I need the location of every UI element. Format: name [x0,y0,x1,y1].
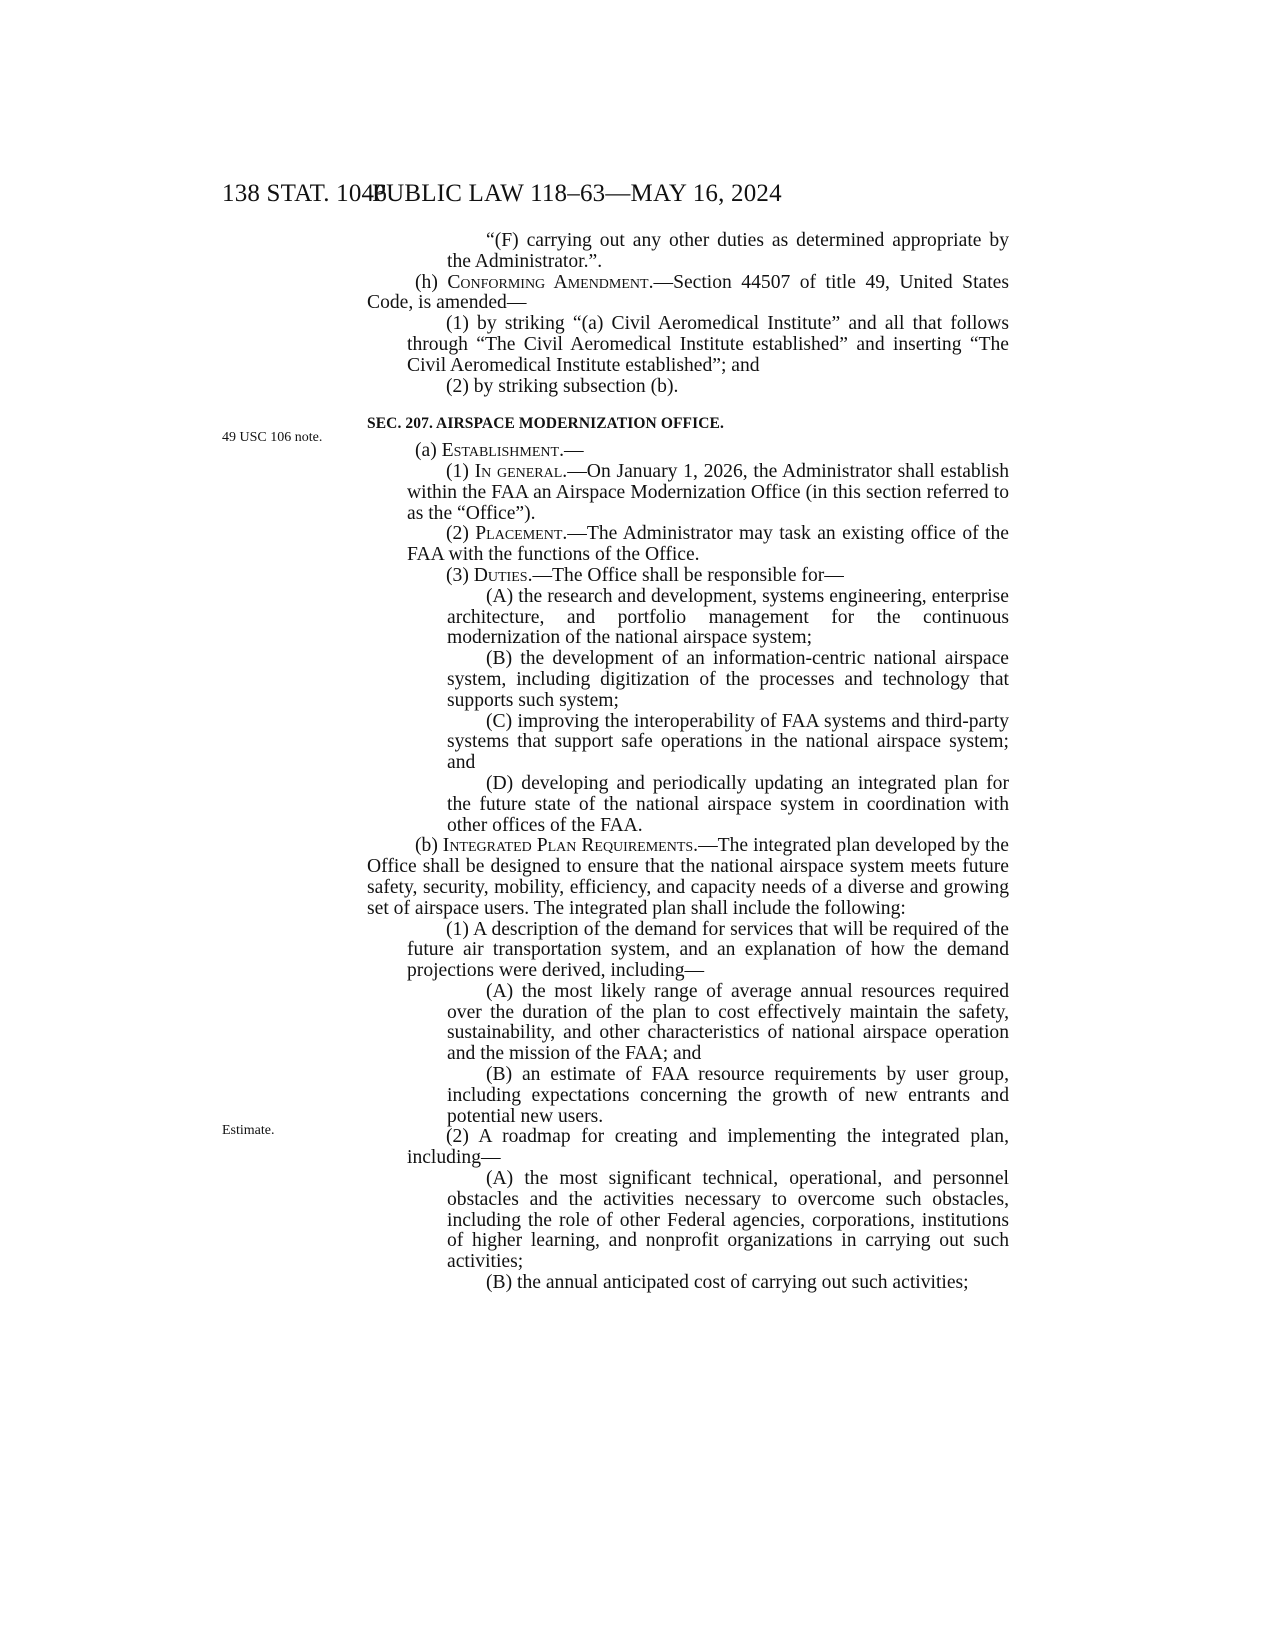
section-heading: SEC. 207. AIRSPACE MODERNIZATION OFFICE. [367,415,724,433]
paragraph-a-3-d: (D) developing and periodically updating an integrated plan for the future state of the national airspace system in coordination with other offices of the FAA. [447,772,1009,836]
margin-note-usc: 49 USC 106 note. [222,430,323,445]
running-head: PUBLIC LAW 118–63—MAY 16, 2024 [372,180,782,207]
paragraph-a-3-a: (A) the research and development, systems engineering, enterprise architecture, and portfolio management for the continuous modernization of the national airspace system; [447,585,1009,649]
paragraph-f: “(F) carrying out any other duties as determined appropriate by the Administrator.”. [447,230,1009,272]
paragraph-b-2-a: (A) the most significant technical, operational, and personnel obstacles and the activities necessary to overcome such obstacles, including the role of other Federal agencies, corporations, institutions of higher learning, and nonprofit organizations in carrying out such activities; [447,1168,1009,1273]
paragraph-b: (b) Integrated Plan Requirements.—The integrated plan developed by the Office shall be designed to ensure that the national airspace system meets future safety, security, mobility, efficiency, and capacity needs of a diverse and growing set of airspace users. The integrated plan shall include the following: [367,835,1009,919]
paragraph-a-2: (2) Placement.—The Administrator may task an existing office of the FAA with the functions of the Office. [407,523,1009,566]
paragraph-a: (a) Establishment.— [415,440,584,462]
paragraph-b-1: (1) A description of the demand for services that will be required of the future air transportation system, and an explanation of how the demand projections were derived, including— [407,918,1009,982]
paragraph-b-1-a: (A) the most likely range of average annual resources required over the duration of the plan to cost effectively maintain the safety, sustainability, and other characteristics of national airspace operation and the mission of the FAA; and [447,980,1009,1065]
paragraph-a-3-b: (B) the development of an information-centric national airspace system, including digitization of the processes and technology that supports such system; [447,648,1009,711]
paragraph-b-2-b: (B) the annual anticipated cost of carrying out such activities; [486,1272,969,1294]
paragraph-a-3-c: (C) improving the interoperability of FAA systems and third-party systems that support safe operations in the national airspace system; and [447,710,1009,774]
document-body [367,231,1009,1294]
paragraph-b-1-b: (B) an estimate of FAA resource requirements by user group, including expectations concerning the growth of new entrants and potential new users. [447,1064,1009,1127]
paragraph-a-3: (3) Duties.—The Office shall be responsible for— [446,564,844,586]
stat-page-number: 138 STAT. 1046 [222,180,387,207]
paragraph-b-2: (2) A roadmap for creating and implementing the integrated plan, including— [407,1126,1009,1169]
paragraph-h: (h) Conforming Amendment.—Section 44507 of title 49, United States Code, is amended— [367,271,1009,314]
paragraph-a-1: (1) In general.—On January 1, 2026, the Administrator shall establish within the FAA an Airspace Modernization Office (in this section referred to as the “Office”). [407,460,1009,524]
paragraph-h-1: (1) by striking “(a) Civil Aeromedical Institute” and all that follows through “The Civil Aeromedical Institute established” and inserting “The Civil Aeromedical Institute established”; and [407,313,1009,376]
margin-note-estimate: Estimate. [222,1123,275,1138]
paragraph-h-2: (2) by striking subsection (b). [446,375,679,397]
